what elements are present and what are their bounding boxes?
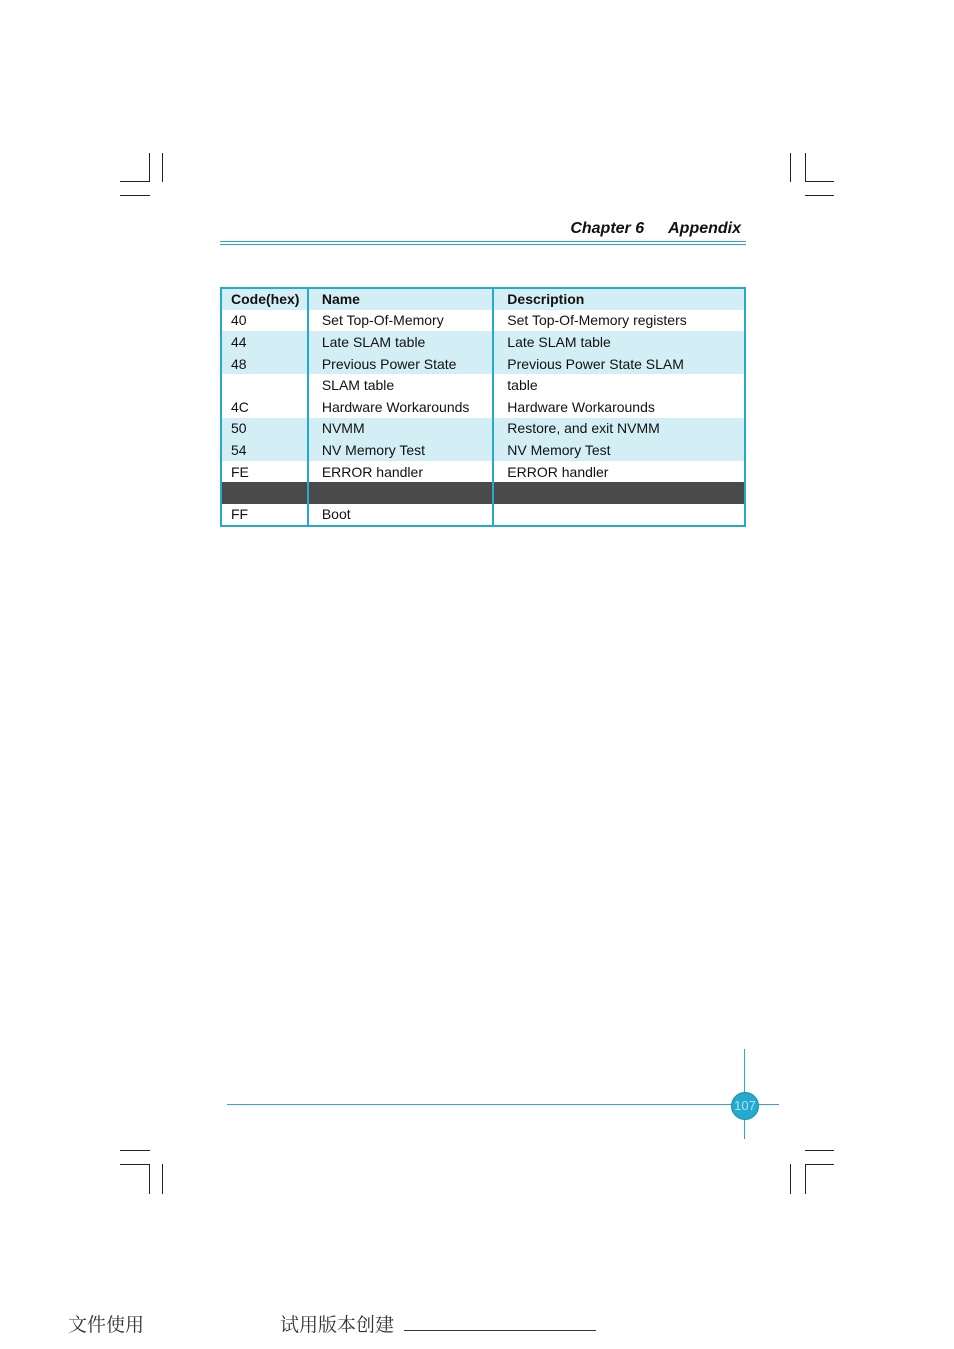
table-row bbox=[221, 331, 745, 353]
crop-mark bbox=[805, 195, 834, 196]
code-cell: 40 bbox=[231, 312, 247, 329]
description-cell: Restore, and exit NVMM bbox=[493, 418, 745, 440]
watermark-right: 试用版本创建 bbox=[280, 1314, 395, 1336]
crop-mark bbox=[120, 181, 150, 182]
watermark-left: 文件使用 bbox=[68, 1314, 145, 1336]
crop-mark bbox=[805, 1164, 834, 1165]
crop-mark bbox=[162, 1164, 163, 1194]
page-number: 107 bbox=[731, 1092, 759, 1120]
description-cell: Late SLAM table bbox=[493, 331, 745, 353]
column-header: Name bbox=[308, 288, 493, 310]
code-cell: 48 bbox=[231, 355, 247, 372]
description-cell: NV Memory Test bbox=[493, 439, 745, 461]
table-row bbox=[221, 461, 745, 483]
chapter-label: Chapter 6 bbox=[570, 220, 645, 237]
crop-mark bbox=[805, 153, 806, 182]
running-header bbox=[570, 220, 741, 238]
crop-mark bbox=[120, 1150, 150, 1151]
table-row bbox=[221, 374, 745, 396]
column-header: Description bbox=[493, 288, 745, 310]
header-rule bbox=[220, 244, 746, 245]
table-row bbox=[221, 310, 745, 332]
column-header: Code(hex) bbox=[231, 291, 300, 308]
description-cell: Set Top-Of-Memory registers bbox=[493, 310, 745, 332]
name-cell: Boot bbox=[308, 504, 493, 526]
table-row bbox=[221, 504, 745, 526]
footer-rule bbox=[227, 1104, 779, 1105]
watermark-underline bbox=[404, 1330, 596, 1331]
table-row bbox=[221, 418, 745, 440]
code-cell: FE bbox=[231, 463, 249, 480]
code-cell: FF bbox=[231, 506, 249, 523]
crop-mark bbox=[149, 1164, 150, 1194]
description-cell bbox=[493, 504, 745, 526]
name-cell: Hardware Workarounds bbox=[308, 396, 493, 418]
name-cell: SLAM table bbox=[308, 374, 493, 396]
description-cell: Previous Power State SLAM bbox=[493, 353, 745, 375]
name-cell: ERROR handler bbox=[308, 461, 493, 483]
name-cell: Late SLAM table bbox=[308, 331, 493, 353]
crop-mark bbox=[805, 1150, 834, 1151]
crop-mark bbox=[790, 153, 791, 182]
table-row bbox=[221, 353, 745, 375]
name-cell: Set Top-Of-Memory bbox=[308, 310, 493, 332]
crop-mark bbox=[149, 153, 150, 182]
crop-mark bbox=[805, 1164, 806, 1194]
section-label: Appendix bbox=[668, 220, 741, 237]
table-row bbox=[221, 396, 745, 418]
header-rule bbox=[220, 241, 746, 242]
separator-row bbox=[221, 482, 745, 504]
post-code-table bbox=[220, 287, 746, 527]
crop-mark bbox=[120, 1164, 150, 1165]
table-row bbox=[221, 439, 745, 461]
crop-mark bbox=[162, 153, 163, 182]
code-cell: 4C bbox=[231, 398, 249, 415]
crop-mark bbox=[120, 195, 150, 196]
name-cell: NVMM bbox=[308, 418, 493, 440]
description-cell: ERROR handler bbox=[493, 461, 745, 483]
name-cell: Previous Power State bbox=[308, 353, 493, 375]
crop-mark bbox=[790, 1164, 791, 1194]
code-cell: 54 bbox=[231, 441, 247, 458]
name-cell: NV Memory Test bbox=[308, 439, 493, 461]
code-cell: 44 bbox=[231, 333, 247, 350]
code-cell: 50 bbox=[231, 420, 247, 437]
description-cell: table bbox=[493, 374, 745, 396]
crop-mark bbox=[805, 181, 834, 182]
table-header-row bbox=[221, 288, 745, 310]
code-cell bbox=[221, 374, 308, 396]
description-cell: Hardware Workarounds bbox=[493, 396, 745, 418]
